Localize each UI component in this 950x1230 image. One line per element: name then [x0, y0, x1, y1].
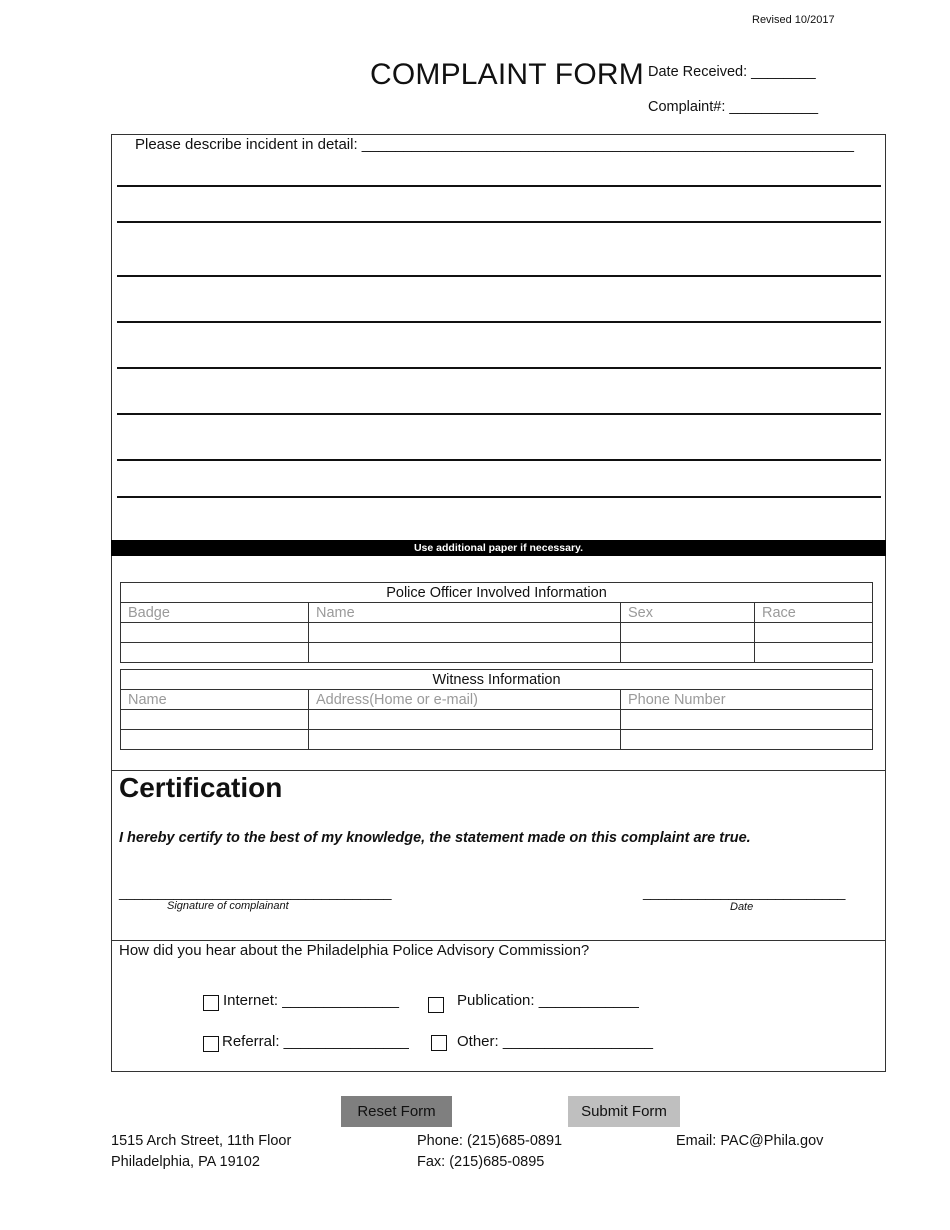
officer-sex-input[interactable]: Sex — [621, 603, 755, 623]
officer-table-title: Police Officer Involved Information — [121, 583, 873, 603]
incident-description-prompt: Please describe incident in detail: ___________________________________________________________ — [135, 136, 854, 153]
fax-number: Fax: (215)685-0895 — [417, 1154, 545, 1170]
additional-paper-note: Use additional paper if necessary. — [111, 540, 886, 556]
date-received-field[interactable]: Date Received: ________ — [648, 64, 816, 80]
footer-phone-fax — [417, 1131, 562, 1173]
witness-phone-input[interactable] — [621, 710, 873, 730]
address-line-2: Philadelphia, PA 19102 — [111, 1154, 260, 1170]
description-line — [117, 367, 881, 369]
witness-name-input[interactable] — [121, 730, 309, 750]
description-line — [117, 496, 881, 498]
description-line — [117, 275, 881, 277]
witness-name-input[interactable]: Name — [121, 690, 309, 710]
other-checkbox[interactable] — [431, 1035, 447, 1051]
publication-checkbox[interactable] — [428, 997, 444, 1013]
complaint-number-field[interactable]: Complaint#: ___________ — [648, 99, 819, 115]
officer-name-input[interactable]: Name — [309, 603, 621, 623]
referral-divider — [111, 940, 886, 941]
internet-option-label: Internet: ______________ — [223, 992, 399, 1009]
footer-email[interactable]: Email: PAC@Phila.gov — [676, 1133, 824, 1149]
officer-name-input[interactable] — [309, 623, 621, 643]
officer-badge-input[interactable] — [121, 643, 309, 663]
address-line-1: 1515 Arch Street, 11th Floor — [111, 1133, 292, 1149]
signature-label: Signature of complainant — [167, 900, 289, 912]
officer-race-input[interactable]: Race — [755, 603, 873, 623]
internet-checkbox[interactable] — [203, 995, 219, 1011]
footer-address — [111, 1131, 291, 1173]
description-line — [117, 321, 881, 323]
witness-address-input[interactable]: Address(Home or e-mail) — [309, 690, 621, 710]
other-option-label: Other: __________________ — [457, 1033, 654, 1050]
description-line — [117, 413, 881, 415]
officer-race-input[interactable] — [755, 623, 873, 643]
form-title: COMPLAINT FORM — [370, 58, 644, 91]
description-line — [117, 459, 881, 461]
publication-option-label: Publication: ____________ — [457, 992, 639, 1009]
certification-date-field[interactable]: __________________________ — [643, 884, 846, 900]
witness-info-table — [120, 669, 873, 750]
witness-name-input[interactable] — [121, 710, 309, 730]
witness-address-input[interactable] — [309, 730, 621, 750]
reset-form-button[interactable]: Reset Form — [341, 1096, 452, 1127]
officer-badge-input[interactable]: Badge — [121, 603, 309, 623]
certification-divider — [111, 770, 886, 771]
witness-phone-input[interactable] — [621, 730, 873, 750]
officer-info-table — [120, 582, 873, 663]
phone-number: Phone: (215)685-0891 — [417, 1133, 563, 1149]
officer-badge-input[interactable] — [121, 623, 309, 643]
referral-checkbox[interactable] — [203, 1036, 219, 1052]
officer-name-input[interactable] — [309, 643, 621, 663]
referral-question: How did you hear about the Philadelphia Police Advisory Commission? — [119, 942, 590, 959]
description-line — [117, 221, 881, 223]
officer-sex-input[interactable] — [621, 623, 755, 643]
certification-statement: I hereby certify to the best of my knowledge, the statement made on this complaint are true. — [119, 830, 751, 846]
signature-field[interactable]: ___________________________________ — [119, 884, 392, 900]
description-line — [117, 185, 881, 187]
officer-race-input[interactable] — [755, 643, 873, 663]
revision-date: Revised 10/2017 — [752, 14, 835, 26]
witness-phone-input[interactable]: Phone Number — [621, 690, 873, 710]
certification-date-label: Date — [730, 901, 754, 913]
witness-table-title: Witness Information — [121, 670, 873, 690]
officer-sex-input[interactable] — [621, 643, 755, 663]
referral-option-label: Referral: _______________ — [222, 1033, 409, 1050]
witness-address-input[interactable] — [309, 710, 621, 730]
certification-title: Certification — [119, 772, 283, 803]
submit-form-button[interactable]: Submit Form — [568, 1096, 680, 1127]
